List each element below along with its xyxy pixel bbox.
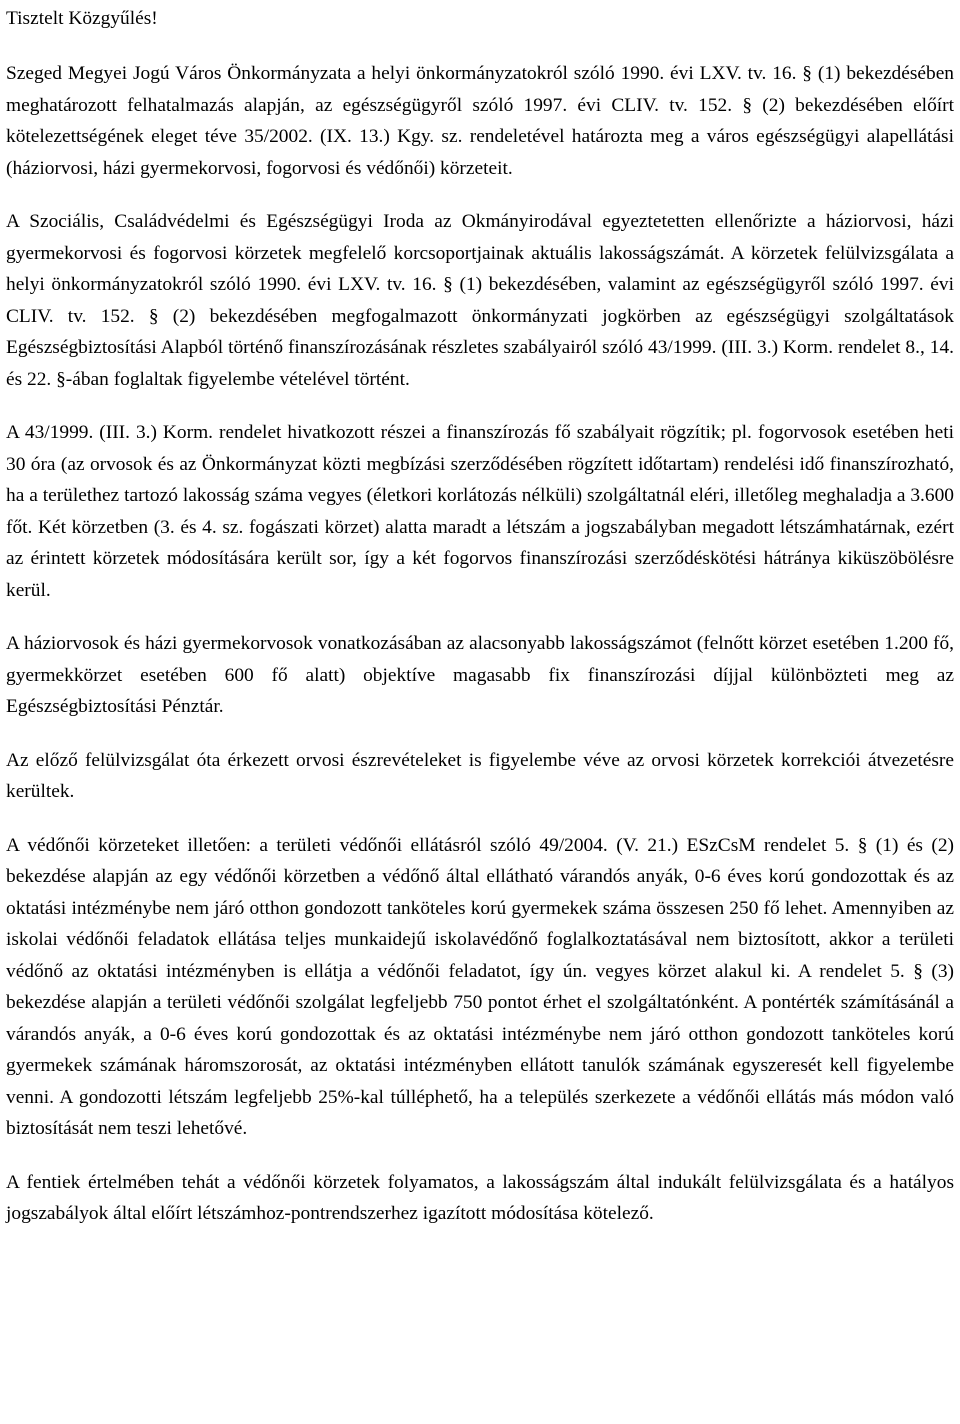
paragraph-nurse-districts: A védőnői körzeteket illetően: a területi védőnői ellátásról szóló 49/2004. (V. 21.) ESzCsM rendelet 5. § (1) és (2) bekezdése alapján az egy védőnői körzetben a védőnő által ellátható várandós anyák, 0-6 éves korú gondozottak és az oktatási intézménybe nem járó otthon gondozott tanköteles korú gyermekek száma összesen 250 fő lehet. Amennyiben az iskolai védőnői feladatok ellátása teljes munkaidejű iskolavédőnő foglalkoztatásával nem biztosított, akkor a területi védőnő az oktatási intézményben is ellátja a védőnői feladatot, így ún. vegyes körzet alakul ki. A rendelet 5. § (3) bekezdése alapján a területi védőnői szolgálat legfeljebb 750 pontot érhet el szolgáltatónként. A pontérték számításánál a várandós anyák, a 0-6 éves korú gondozottak és az oktatási intézménybe nem járó otthon gondozott tanköteles korú gyermekek számának háromszorosát, az oktatási intézményben ellátott tanulók számának egyszeresét kell figyelembe venni. A gondozotti létszám legfeljebb 25%-kal túlléphető, ha a település szerkezete a védőnői ellátás más módon való biztosítását nem teszi lehetővé.: [6, 834, 954, 1139]
paragraph-dental-financing: A 43/1999. (III. 3.) Korm. rendelet hivatkozott részei a finanszírozás fő szabályait rögzítik; pl. fogorvosok esetében heti 30 óra (az orvosok és az Önkormányzat közti megbízási szerződésében rögzített időtartam) rendelési idő finanszírozható, ha a területhez tartozó lakosság száma vegyes (életkori korlátozás nélküli) szolgáltatnál eléri, illetőleg meghaladja a 3.600 főt. Két körzetben (3. és 4. sz. fogászati körzet) alatta maradt a létszám a jogszabályban megadott létszámhatárnak, ezért az érintett körzetek módosítására került sor, így a két fogorvos finanszírozási szerződéskötési hátránya kiküszöbölésre kerül.: [6, 422, 954, 601]
paragraph-legal-basis: Szeged Megyei Jogú Város Önkormányzata a helyi önkormányzatokról szóló 1990. évi LXV. tv. 16. § (1) bekezdésében meghatározott felhatalmazás alapján, az egészségügyről szóló 1997. évi CLIV. tv. 152. § (2) bekezdésében előírt kötelezettségének eleget téve 35/2002. (IX. 13.) Kgy. sz. rendeletével határozta meg a város egészségügyi alapellátási (háziorvosi, házi gyermekorvosi, fogorvosi és védőnői) körzeteit.: [6, 63, 954, 179]
document-page: [6, 0, 954, 1230]
greeting-heading: Tisztelt Közgyűlés!: [6, 8, 158, 29]
paragraph-review-process: A Szociális, Családvédelmi és Egészségügyi Iroda az Okmányirodával egyeztetetten ellenőrizte a háziorvosi, házi gyermekorvosi és fogorvosi körzetek megfelelő korcsoportjainak aktuális lakosságszámát. A körzetek felülvizsgálata a helyi önkormányzatokról szóló 1990. évi LXV. tv. 16. § (1) bekezdésében, valamint az egészségügyről szóló 1997. évi CLIV. tv. 152. § (2) bekezdésében megfogalmazott önkormányzati jogkörben az egészségügyi szolgáltatások Egészségbiztosítási Alapból történő finanszírozásának részletes szabályairól szóló 43/1999. (III. 3.) Korm. rendelet 8., 14. és 22. §-ában foglaltak figyelembe vételével történt.: [6, 211, 954, 390]
paragraph-conclusion: A fentiek értelmében tehát a védőnői körzetek folyamatos, a lakosságszám által indukált felülvizsgálata és a hatályos jogszabályok által előírt létszámhoz-pontrendszerhez igazított módosítása kötelező.: [6, 1171, 954, 1224]
paragraph-gp-financing: A háziorvosok és házi gyermekorvosok vonatkozásában az alacsonyabb lakosságszámot (felnőtt körzet esetében 1.200 fő, gyermekkörzet esetében 600 fő alatt) objektíve magasabb fix finanszírozási díjjal különbözteti meg az Egészségbiztosítási Pénztár.: [6, 633, 954, 717]
paragraph-doctor-comments: Az előző felülvizsgálat óta érkezett orvosi észrevételeket is figyelembe véve az orvosi körzetek korrekciói átvezetésre kerültek.: [6, 749, 954, 802]
